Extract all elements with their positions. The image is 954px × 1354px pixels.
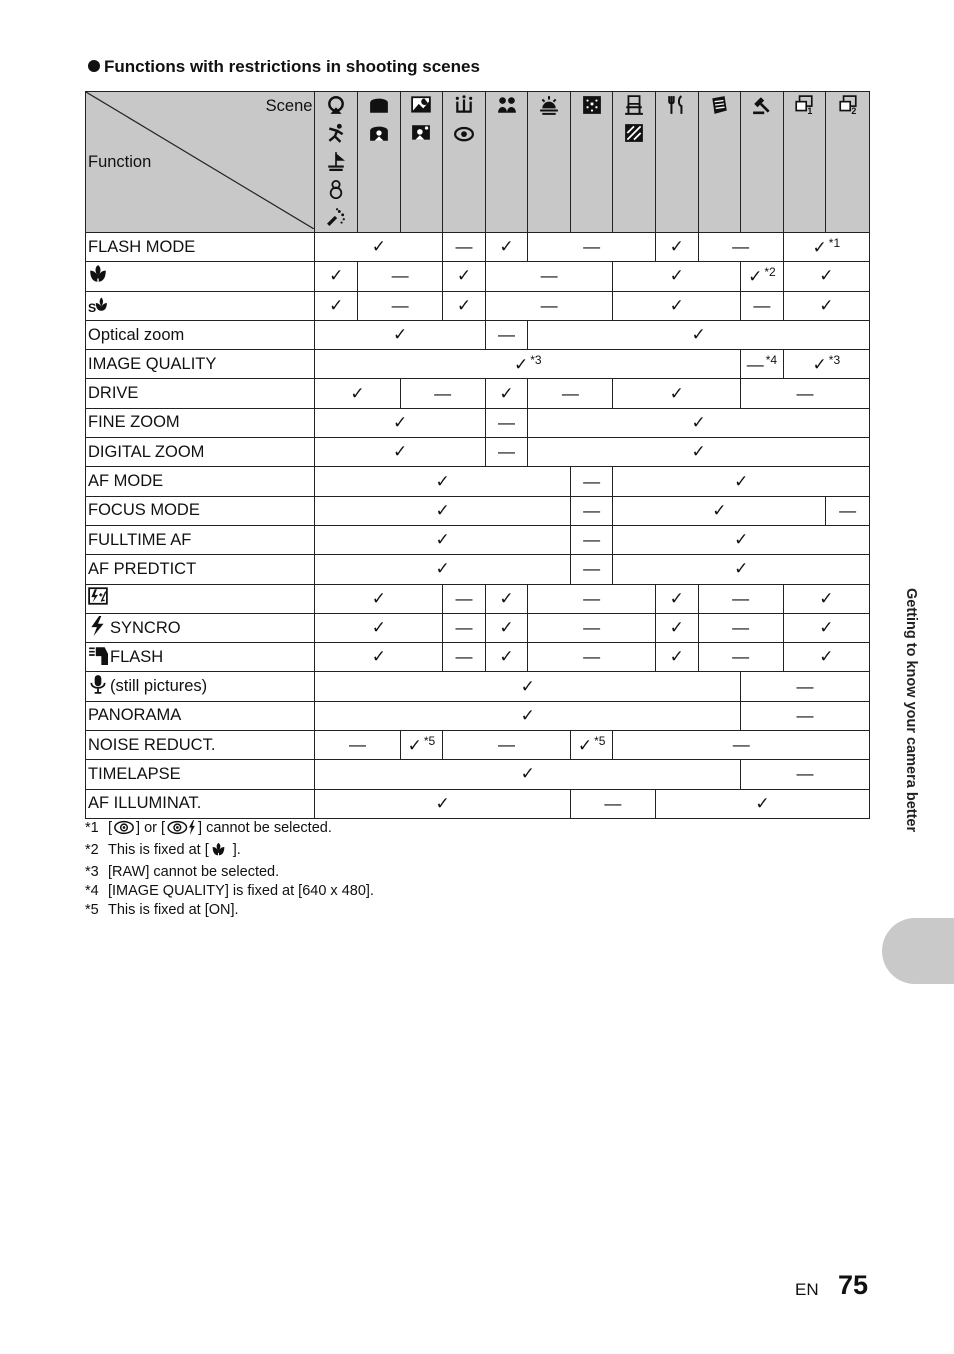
scene-column-3 — [400, 92, 443, 233]
function-label: AF PREDTICT — [88, 559, 197, 578]
function-name — [86, 525, 315, 554]
footnote-ref: *2 — [764, 265, 776, 280]
page-language: EN — [795, 1280, 819, 1299]
footnote-mark: *2 — [85, 842, 99, 858]
restricted-mark: — — [400, 379, 485, 408]
allowed-mark: ✓ — [443, 291, 486, 320]
function-name — [86, 467, 315, 496]
restricted-mark: — — [570, 555, 613, 584]
allowed-mark: ✓ — [315, 555, 570, 584]
restricted-mark: — — [485, 320, 528, 349]
allowed-mark: ✓ — [528, 438, 870, 467]
function-name — [86, 379, 315, 408]
allowed-mark: ✓ — [783, 613, 869, 642]
allowed-mark: ✓ — [783, 262, 869, 291]
scene-column-10 — [698, 92, 741, 233]
function-name — [86, 291, 315, 320]
allowed-mark: ✓ — [315, 613, 443, 642]
function-name — [86, 672, 315, 701]
table-row — [86, 262, 870, 291]
restricted-mark: — — [443, 613, 486, 642]
allowed-mark: ✓ — [613, 379, 741, 408]
footnote-ref: *3 — [530, 353, 542, 368]
restricted-mark: — $^{*4}$ — [741, 350, 784, 379]
allowed-mark: ✓ $^{*5}$ — [400, 731, 443, 760]
footnote-ref: *5 — [594, 734, 606, 749]
allowed-mark: ✓ — [315, 438, 485, 467]
footnote-text: [IMAGE QUALITY] is fixed at [640 x 480]. — [108, 883, 374, 899]
restricted-mark: — — [741, 291, 784, 320]
cuisine-icon — [667, 95, 687, 120]
footnote-mark: *1 — [85, 820, 99, 836]
restricted-mark: — — [528, 643, 656, 672]
allowed-mark: ✓ $^{*3}$ — [315, 350, 741, 379]
restricted-mark: — — [358, 262, 443, 291]
allowed-mark: ✓ — [783, 584, 869, 613]
night-scene-icon — [411, 95, 431, 120]
footnote-text: ]. — [232, 842, 241, 858]
landscape-icon — [369, 95, 389, 120]
allowed-mark: ✓ — [783, 643, 869, 672]
footnote-item — [85, 863, 374, 882]
footnote-text: This is fixed at [ — [108, 842, 209, 858]
allowed-mark: ✓ — [528, 408, 870, 437]
table-row — [86, 467, 870, 496]
restricted-mark: — — [528, 233, 656, 262]
function-name — [86, 408, 315, 437]
function-name — [86, 731, 315, 760]
function-label: DIGITAL ZOOM — [88, 442, 205, 461]
footnote-text: [RAW] cannot be selected. — [108, 864, 280, 880]
function-name — [86, 760, 315, 789]
allowed-mark: ✓ — [613, 291, 741, 320]
fireworks-night-icon — [582, 95, 602, 120]
footnote-ref: *5 — [423, 734, 436, 749]
allowed-mark: ✓ — [315, 233, 443, 262]
page-number: 75 — [837, 1270, 868, 1300]
macro-icon — [209, 842, 233, 863]
allowed-mark: ✓ $^{*5}$ — [570, 731, 613, 760]
restricted-mark: — — [443, 584, 486, 613]
scene-column-11 — [741, 92, 784, 233]
table-row — [86, 760, 870, 789]
restricted-mark: — — [698, 233, 783, 262]
scene-header-label: Scene — [265, 97, 313, 115]
self-portrait-icon — [454, 123, 474, 148]
svg-text:1: 1 — [807, 105, 813, 115]
allowed-mark: ✓ — [613, 525, 870, 554]
footnote-mark: *3 — [85, 864, 99, 880]
function-label: NOISE REDUCT. — [88, 735, 216, 754]
function-label: FULLTIME AF — [88, 530, 192, 549]
footnote-item — [85, 901, 374, 920]
allowed-mark: ✓ — [315, 789, 570, 818]
footnote-mark: *5 — [85, 902, 99, 918]
restricted-mark: — — [741, 672, 870, 701]
function-name — [86, 262, 315, 291]
table-row — [86, 613, 870, 642]
macro-icon — [88, 264, 108, 289]
flash-exposure-comp-icon — [88, 586, 108, 611]
scene-column-2 — [358, 92, 401, 233]
table-row — [86, 408, 870, 437]
shoot-select-2-icon — [838, 95, 858, 120]
table-row — [86, 731, 870, 760]
restricted-mark: — — [485, 438, 528, 467]
footnote-item — [85, 841, 374, 863]
allowed-mark: ✓ — [613, 262, 741, 291]
function-label: SYNCRO — [110, 618, 181, 637]
indoor-icon — [497, 95, 517, 120]
restricted-mark: — — [698, 584, 783, 613]
scene-column-1 — [315, 92, 358, 233]
restricted-mark: — — [528, 584, 656, 613]
side-section-label: Getting to know your camera better — [903, 588, 919, 833]
microphone-icon — [88, 674, 108, 699]
allowed-mark: ✓ — [655, 643, 698, 672]
allowed-mark: ✓ — [655, 584, 698, 613]
footnote-item — [85, 882, 374, 901]
sport-icon — [326, 123, 346, 148]
landscape-portrait-icon — [369, 123, 389, 148]
restricted-mark: — — [570, 525, 613, 554]
super-macro-icon — [88, 293, 108, 318]
allowed-mark: ✓ — [613, 467, 870, 496]
scene-column-9 — [655, 92, 698, 233]
table-row — [86, 496, 870, 525]
restricted-mark: — — [826, 496, 870, 525]
restricted-mark: — — [741, 701, 870, 730]
table-row — [86, 320, 870, 349]
external-flash-icon — [88, 645, 108, 670]
section-title: Functions with restrictions in shooting scenes — [88, 57, 480, 77]
footnote-ref: *3 — [828, 353, 841, 368]
table-row — [86, 643, 870, 672]
allowed-mark: ✓ — [315, 291, 358, 320]
restricted-mark: — — [613, 731, 870, 760]
red-eye-flash-icon — [165, 820, 198, 841]
scene-column-5 — [485, 92, 528, 233]
allowed-mark: ✓ — [485, 643, 528, 672]
behind-glass-icon — [624, 123, 644, 148]
restricted-mark: — — [443, 233, 486, 262]
function-label: FINE ZOOM — [88, 413, 180, 432]
restricted-mark: — — [741, 379, 870, 408]
allowed-mark: ✓ — [315, 643, 443, 672]
restricted-mark: — — [358, 291, 443, 320]
allowed-mark: ✓ — [315, 408, 485, 437]
restricted-mark: — — [570, 467, 613, 496]
footnote-mark: *4 — [85, 883, 99, 899]
allowed-mark: ✓ — [315, 320, 485, 349]
allowed-mark: ✓ — [613, 555, 870, 584]
function-name — [86, 496, 315, 525]
footnote-ref: *1 — [828, 236, 841, 251]
table-row — [86, 701, 870, 730]
function-label: TIMELAPSE — [88, 764, 181, 783]
red-eye-icon — [112, 820, 136, 841]
allowed-mark: ✓ — [315, 525, 570, 554]
function-name — [86, 438, 315, 467]
function-label: DRIVE — [88, 384, 139, 403]
table-corner-header — [86, 92, 315, 233]
restricted-mark: — — [485, 408, 528, 437]
restricted-mark: — — [528, 379, 613, 408]
restricted-mark: — — [443, 643, 486, 672]
svg-text:2: 2 — [850, 105, 856, 115]
allowed-mark: ✓ — [315, 379, 400, 408]
allowed-mark: ✓ — [485, 584, 528, 613]
function-name — [86, 233, 315, 262]
table-row — [86, 789, 870, 818]
museum-icon — [624, 95, 644, 120]
allowed-mark: ✓ — [315, 496, 570, 525]
scene-column-6 — [528, 92, 571, 233]
restricted-mark: — — [485, 291, 613, 320]
function-name — [86, 613, 315, 642]
allowed-mark: ✓ — [315, 584, 443, 613]
table-row — [86, 525, 870, 554]
footnote-item — [85, 819, 374, 841]
allowed-mark: ✓ — [443, 262, 486, 291]
allowed-mark: ✓ — [655, 233, 698, 262]
restricted-mark: — — [698, 613, 783, 642]
restricted-mark: — — [741, 760, 870, 789]
beach-icon — [326, 151, 346, 176]
function-name — [86, 789, 315, 818]
sunset-icon — [539, 95, 559, 120]
auction-icon — [752, 95, 772, 120]
allowed-mark: ✓ — [315, 760, 741, 789]
function-name — [86, 643, 315, 672]
function-name — [86, 701, 315, 730]
scene-column-7 — [570, 92, 613, 233]
function-label: FLASH — [110, 647, 164, 666]
footnotes — [85, 819, 374, 920]
footnote-text: [ — [108, 820, 113, 836]
allowed-mark: ✓ — [315, 467, 570, 496]
function-label: AF ILLUMINAT. — [88, 794, 202, 813]
function-label: Optical zoom — [88, 325, 185, 344]
table-row — [86, 233, 870, 262]
table-row — [86, 555, 870, 584]
function-name — [86, 555, 315, 584]
allowed-mark: ✓ — [528, 320, 870, 349]
allowed-mark: ✓ — [485, 379, 528, 408]
table-row — [86, 379, 870, 408]
allowed-mark: ✓ — [655, 789, 869, 818]
restricted-mark: — — [443, 731, 571, 760]
restricted-mark: — — [570, 789, 655, 818]
shoot-select-1-icon — [794, 95, 814, 120]
restricted-mark: — — [485, 262, 613, 291]
allowed-mark: ✓ $^{*3}$ — [783, 350, 869, 379]
function-name — [86, 584, 315, 613]
function-label: AF MODE — [88, 472, 164, 491]
allowed-mark: ✓ — [655, 613, 698, 642]
allowed-mark: ✓ — [315, 262, 358, 291]
restrictions-table — [85, 91, 870, 819]
allowed-mark: ✓ — [315, 672, 741, 701]
scene-column-8 — [613, 92, 656, 233]
function-label: (still pictures) — [110, 677, 208, 696]
allowed-mark: ✓ $^{*2}$ — [741, 262, 784, 291]
allowed-mark: ✓ — [613, 496, 826, 525]
documents-icon — [709, 95, 729, 120]
side-tab — [882, 918, 954, 984]
scene-column-13 — [826, 92, 870, 233]
restricted-mark: — — [315, 731, 400, 760]
footnote-ref: *4 — [765, 353, 778, 368]
footnote-text: This is fixed at [ON]. — [108, 902, 239, 918]
table-row — [86, 672, 870, 701]
flash-icon — [88, 616, 108, 641]
allowed-mark: ✓ — [485, 613, 528, 642]
footnote-text: ] or [ — [136, 820, 166, 836]
scene-column-4 — [443, 92, 486, 233]
table-row — [86, 291, 870, 320]
table-row — [86, 350, 870, 379]
function-label: FLASH MODE — [88, 237, 196, 256]
candle-icon — [454, 95, 474, 120]
allowed-mark: ✓ — [783, 291, 869, 320]
function-label: FOCUS MODE — [88, 501, 200, 520]
scene-column-12 — [783, 92, 826, 233]
allowed-mark: ✓ — [485, 233, 528, 262]
fireworks-icon — [326, 207, 346, 232]
portrait-icon — [326, 95, 346, 120]
function-label: IMAGE QUALITY — [88, 354, 217, 373]
restricted-mark: — — [570, 496, 613, 525]
bullet-icon — [88, 60, 100, 72]
restricted-mark: — — [528, 613, 656, 642]
function-label: PANORAMA — [88, 706, 182, 725]
snowman-icon — [326, 179, 346, 204]
restricted-mark: — — [698, 643, 783, 672]
svg-text:S: S — [88, 301, 97, 314]
table-row — [86, 438, 870, 467]
footnote-text: ] cannot be selected. — [198, 820, 332, 836]
night-portrait-icon — [411, 123, 431, 148]
function-header-label: Function — [88, 153, 152, 171]
function-name — [86, 350, 315, 379]
table-row — [86, 584, 870, 613]
function-name — [86, 320, 315, 349]
allowed-mark: ✓ $^{*1}$ — [783, 233, 869, 262]
allowed-mark: ✓ — [315, 701, 741, 730]
